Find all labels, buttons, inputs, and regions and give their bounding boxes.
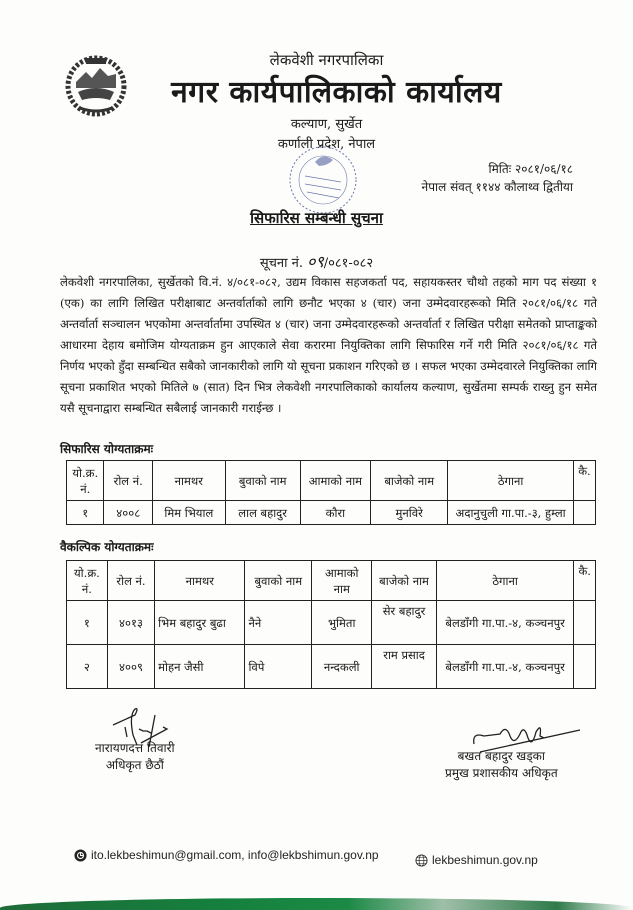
col-address: ठेगाना	[436, 561, 574, 601]
alternate-table	[66, 560, 596, 689]
col-grandfather: बाजेको नाम	[371, 461, 448, 501]
footer-email-text[interactable]: ito.lekbeshimun@gmail.com, info@lekbshimun.gov.np	[91, 848, 379, 862]
email-icon	[74, 849, 87, 862]
cell-grandfather: मुनविरे	[371, 501, 448, 525]
cell-mother: नन्दकली	[312, 645, 372, 689]
notice-body: लेकवेशी नगरपालिका, सुर्खेतको वि.नं. ४/०८१-०८२, उद्यम विकास सहजकर्ता पद, सहायकस्तर चौथो तहको माग पद संख्या १ (एक) का लागि लिखित परीक्षाबाट अन्तर्वार्ताको लागि छनौट भएका ४ (चार) जना उम्मेदवारहरूको मिति २०८१/०६/१८ गते अन्तर्वार्ता सञ्चालन भएकोमा अन्तर्वार्तामा उपस्थित ४ (चार) जना उम्मेदवारहरूको अन्तर्वार्ता र लिखित परीक्षा समेतको प्राप्ताङ्कको आधारमा देहाय बमोजिम योग्यताक्रम हुन आएकाले सेवा करारमा नियुक्तिका लागि सिफारिस गर्ने गरी मिति २०८१/०६/१८ गते निर्णय भएको हुँदा सम्बन्धित सबैको जानकारीको लागि यो सूचना प्रकाशन गरिएको छ । सफल भएका उम्मेदवारले नियुक्तिका लागि सूचना प्रकाशित भएको मितिले ७ (सात) दिन भित्र लेकवेशी नगरपालिकाको कार्यालय कल्याण, सुर्खेतमा सम्पर्क राख्नु हुन समेत यसै सूचनाद्वारा सम्बन्धित सबैलाई जानकारी गराईन्छ ।	[60, 275, 597, 415]
notice-number	[0, 250, 633, 272]
cell-remarks	[574, 645, 596, 689]
col-name: नामथर	[152, 461, 225, 501]
office-title: नगर कार्यपालिकाको कार्यालय	[171, 75, 502, 110]
footer-green-band	[0, 898, 633, 910]
col-remarks: कै.	[573, 461, 595, 501]
notice-number-label: सूचना नं.	[259, 256, 303, 271]
table-header-row	[67, 461, 596, 501]
footer-website	[415, 853, 538, 867]
signatory-left-title: अधिकृत छैठौं	[105, 758, 164, 772]
col-roll: रोल नं.	[104, 461, 152, 501]
nepal-samvat-date: नेपाल संवत् ११४४ कौलाथ्व द्वितीया	[421, 180, 573, 194]
signatory-right-name: बखत बहादुर खड्का	[457, 749, 545, 763]
cell-remarks	[574, 601, 596, 645]
cell-name: भिम बहादुर बुढा	[155, 601, 245, 645]
col-father: बुवाको नाम	[225, 461, 300, 501]
notice-title: सिफारिस सम्बन्धी सुचना	[250, 209, 383, 227]
cell-father: लाल बहादुर	[225, 501, 300, 525]
globe-icon	[415, 854, 428, 867]
col-mother: आमाको नाम	[300, 461, 371, 501]
col-sn: यो.क्र. नं.	[67, 461, 104, 501]
cell-address: बेलडाँगी गा.पा.-४, कञ्चनपुर	[436, 601, 574, 645]
alternate-label: वैकल्पिक योग्यताक्रमः	[60, 540, 154, 554]
cell-roll: ४००८	[104, 501, 152, 525]
signatory-right-title: प्रमुख प्रशासकीय अधिकृत	[445, 766, 558, 780]
signature-block-right	[445, 748, 558, 782]
col-remarks: कै.	[574, 561, 596, 601]
signature-block-left	[95, 740, 175, 774]
cell-sn: १	[67, 501, 104, 525]
cell-sn: २	[67, 645, 108, 689]
footer-email	[74, 848, 379, 862]
office-location: कल्याण, सुर्खेत	[290, 117, 363, 132]
table-row	[67, 501, 596, 525]
col-grandfather: बाजेको नाम	[372, 561, 437, 601]
cell-grandfather: राम प्रसाद	[372, 645, 437, 689]
table-row	[67, 601, 596, 645]
cell-address: बेलडाँगी गा.पा.-४, कञ्चनपुर	[436, 645, 574, 689]
notice-number-handwritten: ०९	[307, 252, 324, 271]
cell-mother: भुमिता	[312, 601, 372, 645]
col-name: नामथर	[155, 561, 245, 601]
recommended-table	[66, 460, 596, 525]
date-block	[422, 160, 573, 196]
col-roll: रोल नं.	[107, 561, 154, 601]
cell-name: मिम भियाल	[152, 501, 225, 525]
cell-father: नैने	[245, 601, 312, 645]
cell-address: अदानुचुली गा.पा.-३, हुम्ला	[448, 501, 574, 525]
cell-father: विपे	[245, 645, 312, 689]
cell-remarks	[573, 501, 595, 525]
recommended-label: सिफारिस योग्यताक्रमः	[60, 442, 154, 456]
cell-roll: ४००९	[107, 645, 154, 689]
col-address: ठेगाना	[448, 461, 574, 501]
notice-date: मितिः २०८१/०६/१८	[488, 162, 573, 176]
table-header-row	[67, 561, 596, 601]
notice-number-suffix: /०८१-०८२	[323, 256, 374, 271]
col-sn: यो.क्र. नं.	[67, 561, 108, 601]
cell-roll: ४०१३	[107, 601, 154, 645]
cell-mother: कौरा	[300, 501, 371, 525]
office-province: कर्णाली प्रदेश, नेपाल	[277, 137, 376, 152]
table-row	[67, 645, 596, 689]
cell-sn: १	[67, 601, 108, 645]
footer-website-text[interactable]: lekbeshimun.gov.np	[432, 853, 538, 867]
col-mother: आमाको नाम	[312, 561, 372, 601]
col-father: बुवाको नाम	[245, 561, 312, 601]
office-stamp-icon	[287, 144, 359, 216]
cell-name: मोहन जैसी	[155, 645, 245, 689]
municipality-name: लेकवेशी नगरपालिका	[269, 51, 384, 69]
cell-grandfather: सेर बहादुर	[372, 601, 437, 645]
signatory-left-name: नारायणदत्त तिवारी	[95, 741, 175, 755]
